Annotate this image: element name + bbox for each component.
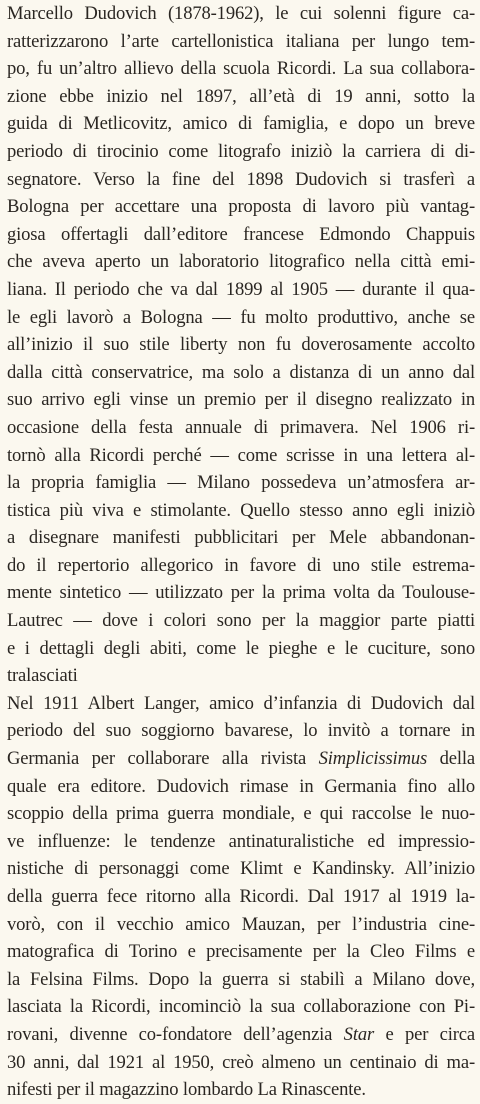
italic-title: Star bbox=[343, 1023, 375, 1045]
text-line: tistica più viva e stimolante. Quello stesso anno egli iniziò bbox=[7, 499, 475, 521]
paragraph bbox=[7, 0, 475, 690]
text-line: segnatore. Verso la fine del 1898 Dudovich si trasferì a bbox=[7, 168, 475, 190]
text-line: dalla città conservatrice, ma solo a distanza di un anno dal bbox=[7, 361, 475, 383]
text-line: matografica di Torino e precisamente per la Cleo Films e bbox=[7, 941, 475, 963]
text-line: lasciata la Ricordi, incominciò la sua collaborazione con Pi- bbox=[7, 996, 475, 1018]
body-text bbox=[7, 0, 475, 1104]
text-line: 30 anni, dal 1921 al 1950, creò almeno un centinaio di ma- bbox=[7, 1051, 475, 1073]
text-line: Nel 1911 Albert Langer, amico d’infanzia di Dudovich dal bbox=[7, 692, 475, 714]
text-line: ratterizzarono l’arte cartellonistica italiana per lungo tem- bbox=[7, 30, 475, 52]
text-line: della guerra fece ritorno alla Ricordi. Dal 1917 al 1919 la- bbox=[7, 886, 475, 907]
text-line: tralasciati bbox=[7, 665, 78, 687]
text-line: che aveva aperto un laboratorio litografico nella città emi- bbox=[7, 251, 475, 273]
text-line: nifesti per il magazzino lombardo La Rinascente. bbox=[7, 1079, 366, 1101]
text-line: vorò, con il vecchio amico Mauzan, per l’industria cine- bbox=[7, 913, 475, 935]
text-line: periodo di tirocinio come litografo iniziò la carriera di di- bbox=[7, 140, 475, 162]
text-line: e i dettagli degli abiti, come le pieghe e le cuciture, sono bbox=[7, 637, 475, 659]
text-line: periodo del suo soggiorno bavarese, lo invitò a tornare in bbox=[7, 720, 475, 742]
text-line: a disegnare manifesti pubblicitari per Mele abbandonan- bbox=[7, 527, 475, 549]
text-line: suo arrivo egli vinse un premio per il disegno realizzato in bbox=[7, 389, 475, 411]
text-line: rovani, divenne co-fondatore dell’agenzia Star e per circa bbox=[7, 1023, 475, 1045]
text-line: Bologna per accettare una proposta di lavoro più vantag- bbox=[7, 196, 475, 218]
text-line: nistiche di personaggi come Klimt e Kandinsky. All’inizio bbox=[7, 858, 475, 880]
text-line: giosa offertagli dall’editore francese Edmondo Chappuis bbox=[7, 223, 475, 245]
text-line: occasione della festa annuale di primavera. Nel 1906 ri- bbox=[7, 416, 475, 438]
text-line: mente sintetico — utilizzato per la prima volta da Toulouse- bbox=[7, 582, 475, 604]
text-line: liana. Il periodo che va dal 1899 al 1905 — durante il qua- bbox=[7, 278, 475, 300]
text-line: le egli lavorò a Bologna — fu molto produttivo, anche se bbox=[7, 306, 475, 328]
text-line: all’inizio il suo stile liberty non fu doverosamente accolto bbox=[7, 334, 475, 356]
text-line: guida di Metlicovitz, amico di famiglia, e dopo un breve bbox=[7, 113, 475, 135]
italic-title: Simplicissimus bbox=[318, 748, 428, 770]
text-line: quale era editore. Dudovich rimase in Germania fino allo bbox=[7, 775, 475, 797]
text-line: Marcello Dudovich (1878-1962), le cui solenni figure ca- bbox=[7, 3, 475, 24]
text-line: po, fu un’altro allievo della scuola Ricordi. La sua collabora- bbox=[7, 58, 475, 80]
text-line: la propria famiglia — Milano possedeva un’atmosfera ar- bbox=[7, 472, 475, 494]
text-line: Germania per collaborare alla rivista Simplicissimus della bbox=[7, 748, 475, 770]
text-line: Lautrec — dove i colori sono per la maggior parte piatti bbox=[7, 610, 475, 632]
text-line: scoppio della prima guerra mondiale, e qui raccolse le nuo- bbox=[7, 803, 475, 825]
paragraph bbox=[7, 690, 475, 1104]
text-line: zione ebbe inizio nel 1897, all’età di 19 anni, sotto la bbox=[7, 85, 475, 107]
text-line: la Felsina Films. Dopo la guerra si stabilì a Milano dove, bbox=[7, 968, 475, 990]
text-line: do il repertorio allegorico in favore di uno stile estrema- bbox=[7, 554, 475, 576]
text-line: tornò alla Ricordi perché — come scrisse in una lettera al- bbox=[7, 444, 475, 466]
text-line: ve influenze: le tendenze antinaturalistiche ed impressio- bbox=[7, 830, 475, 852]
